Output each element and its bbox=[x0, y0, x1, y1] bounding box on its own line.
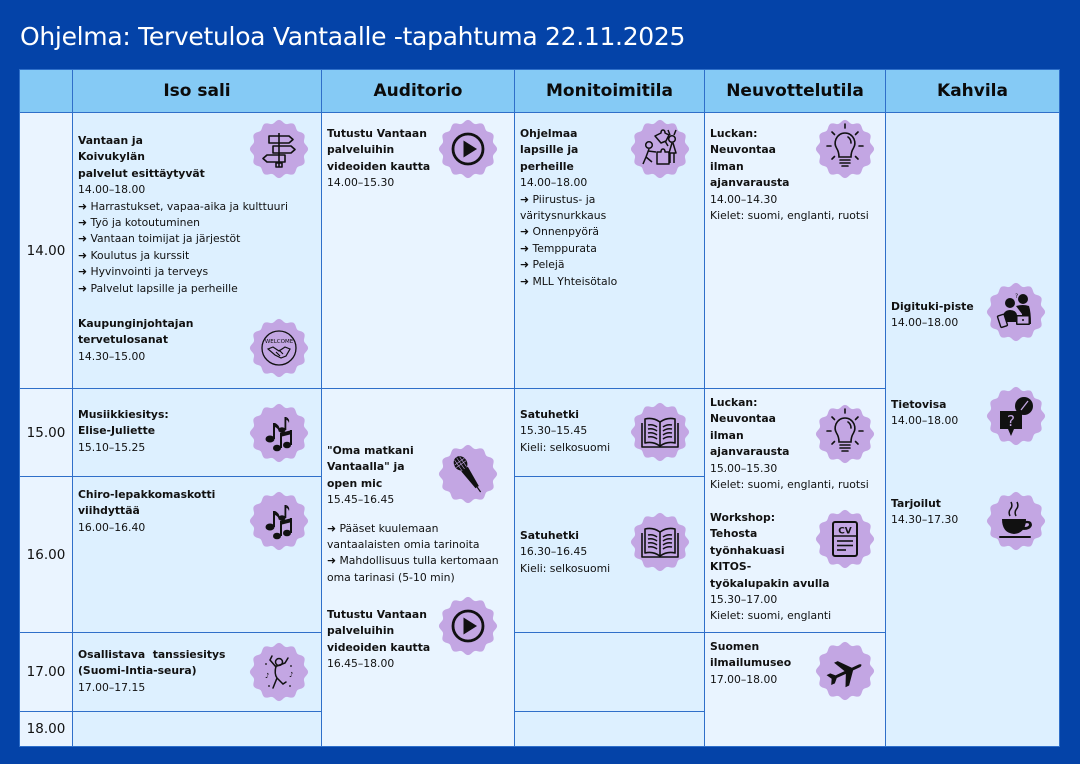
event-title: "Oma matkani bbox=[327, 444, 414, 457]
event-title: Vantaalla" ja bbox=[327, 460, 405, 474]
event-item: vantaalaisten omia tarinoita bbox=[327, 538, 480, 552]
event-item: väritysnurkkaus bbox=[520, 209, 607, 223]
svg-text:♪: ♪ bbox=[289, 671, 294, 679]
event-time: 16.00–16.40 bbox=[78, 520, 146, 534]
cell-neuvottelutila-17-18 bbox=[704, 632, 886, 747]
page-title: Ohjelma: Tervetuloa Vantaalle -tapahtuma 22.11.2025 bbox=[20, 22, 686, 51]
cell-monitoimitila-16 bbox=[514, 476, 705, 633]
event-time: 14.00–14.30 bbox=[710, 192, 778, 206]
event-item: ➜ Pääset kuulemaan bbox=[327, 521, 439, 535]
microphone-icon bbox=[438, 444, 498, 504]
cell-iso-sali-18 bbox=[72, 711, 322, 747]
event-title: ilmailumuseo bbox=[710, 656, 792, 670]
event-time: 14.00–18.00 bbox=[520, 176, 588, 190]
dancer-badge bbox=[249, 642, 309, 702]
digital-help-badge bbox=[986, 282, 1046, 342]
time-label: 18.00 bbox=[19, 711, 73, 747]
event-title: viihdyttää bbox=[78, 504, 140, 518]
event-title: Satuhetki bbox=[520, 529, 579, 542]
time-label: 14.00 bbox=[19, 112, 73, 389]
event-title: ajanvarausta bbox=[710, 445, 790, 459]
svg-text:?: ? bbox=[1015, 293, 1019, 300]
event-title: Tutustu Vantaan bbox=[327, 127, 427, 140]
event-title: palveluihin bbox=[327, 624, 395, 638]
lightbulb-badge bbox=[815, 119, 875, 179]
welcome-handshake-badge bbox=[249, 318, 309, 378]
column-header-iso-sali: Iso sali bbox=[72, 69, 322, 113]
event-lapset bbox=[520, 126, 617, 290]
event-time: 15.10–15.25 bbox=[78, 440, 146, 454]
event-tervetulosanat bbox=[78, 316, 193, 365]
event-item: ➜ Vantaan toimijat ja järjestöt bbox=[78, 232, 241, 246]
event-title: Neuvontaa bbox=[710, 412, 776, 426]
svg-text:CV: CV bbox=[838, 526, 852, 537]
event-satu2 bbox=[520, 528, 610, 577]
event-time: 16.45–18.00 bbox=[327, 657, 395, 671]
music-notes-icon bbox=[249, 403, 309, 463]
event-satu1 bbox=[520, 407, 610, 456]
cv-document-icon bbox=[815, 509, 875, 569]
event-item: ➜ Harrastukset, vapaa-aika ja kulttuuri bbox=[78, 199, 288, 213]
play-icon bbox=[438, 119, 498, 179]
column-header-auditorio: Auditorio bbox=[321, 69, 515, 113]
event-item: ➜ MLL Yhteisötalo bbox=[520, 274, 618, 288]
play-badge bbox=[438, 596, 498, 656]
event-item: ➜ Työ ja kotoutuminen bbox=[78, 216, 200, 230]
event-digituki bbox=[891, 299, 974, 332]
lightbulb-icon bbox=[815, 404, 875, 464]
welcome-handshake-icon bbox=[249, 318, 309, 378]
event-title: Tarjoilut bbox=[891, 497, 941, 510]
event-title: työnhakuasi bbox=[710, 543, 785, 557]
dancer-icon bbox=[249, 642, 309, 702]
kids-puzzle-icon bbox=[630, 119, 690, 179]
event-title: Kaupunginjohtajan bbox=[78, 317, 194, 330]
cv-document-badge bbox=[815, 509, 875, 569]
column-header-neuvottelutila: Neuvottelutila bbox=[704, 69, 886, 113]
event-title: Vantaan ja bbox=[78, 134, 143, 147]
event-title: perheille bbox=[520, 159, 574, 173]
lightbulb-badge bbox=[815, 404, 875, 464]
event-time: 15.45–16.45 bbox=[327, 493, 395, 507]
event-time: 15.00–15.30 bbox=[710, 461, 778, 475]
music-notes-badge bbox=[249, 491, 309, 551]
event-video2 bbox=[327, 607, 430, 673]
event-title: palveluihin bbox=[327, 143, 395, 157]
play-badge bbox=[438, 119, 498, 179]
signpost-icon bbox=[249, 119, 309, 179]
event-item: oma tarinasi (5-10 min) bbox=[327, 570, 455, 584]
digital-help-icon bbox=[986, 282, 1046, 342]
cell-monitoimitila-14 bbox=[514, 112, 705, 389]
coffee-cup-icon bbox=[986, 491, 1046, 551]
event-tarjoilut bbox=[891, 496, 958, 529]
event-time: 14.00–18.00 bbox=[78, 183, 146, 197]
play-icon bbox=[438, 596, 498, 656]
event-title: ajanvarausta bbox=[710, 176, 790, 190]
event-item: ➜ Koulutus ja kurssit bbox=[78, 248, 190, 262]
event-title: Tehosta bbox=[710, 527, 758, 541]
cell-iso-sali-15 bbox=[72, 388, 322, 477]
event-language: Kielet: suomi, englanti, ruotsi bbox=[710, 209, 869, 223]
event-title: Luckan: bbox=[710, 127, 758, 140]
event-time: 17.00–18.00 bbox=[710, 672, 778, 686]
event-title: ilman bbox=[710, 428, 744, 442]
event-time: 15.30–17.00 bbox=[710, 593, 778, 607]
event-time: 14.00–18.00 bbox=[891, 414, 959, 428]
event-item: ➜ Hyvinvointi ja terveys bbox=[78, 265, 209, 279]
event-ilmailu bbox=[710, 639, 791, 688]
event-title: Koivukylän bbox=[78, 150, 145, 164]
schedule-table bbox=[20, 70, 1060, 747]
svg-text:♪: ♪ bbox=[265, 672, 270, 680]
event-title: lapsille ja bbox=[520, 143, 579, 157]
cell-monitoimitila-17 bbox=[514, 632, 705, 712]
open-book-badge bbox=[630, 512, 690, 572]
event-title: Tutustu Vantaan bbox=[327, 608, 427, 621]
kids-puzzle-badge bbox=[630, 119, 690, 179]
event-title: Satuhetki bbox=[520, 408, 579, 421]
event-title: ilman bbox=[710, 159, 744, 173]
event-title: palvelut esittäytyvät bbox=[78, 166, 205, 180]
event-title: Neuvontaa bbox=[710, 143, 776, 157]
event-title: työkalupakin avulla bbox=[710, 576, 830, 590]
event-title: (Suomi-Intia-seura) bbox=[78, 664, 197, 678]
event-title: Suomen bbox=[710, 640, 760, 653]
microphone-badge bbox=[438, 444, 498, 504]
quiz-badge bbox=[986, 386, 1046, 446]
event-time: 14.30–15.00 bbox=[78, 349, 146, 363]
open-book-icon bbox=[630, 512, 690, 572]
event-title: Osallistava tanssiesitys bbox=[78, 648, 226, 661]
event-title: Musiikkiesitys: bbox=[78, 408, 169, 421]
cell-auditorio-14 bbox=[321, 112, 515, 389]
event-language: Kielet: suomi, englanti bbox=[710, 609, 832, 623]
event-title: Digituki-piste bbox=[891, 300, 974, 313]
event-language: Kieli: selkosuomi bbox=[520, 440, 611, 454]
coffee-cup-badge bbox=[986, 491, 1046, 551]
event-musiikki bbox=[78, 407, 169, 456]
event-title: KITOS- bbox=[710, 560, 752, 574]
time-label: 15.00 bbox=[19, 388, 73, 477]
event-title: videoiden kautta bbox=[327, 159, 431, 173]
event-title: open mic bbox=[327, 476, 383, 490]
event-video1 bbox=[327, 126, 430, 192]
event-title: videoiden kautta bbox=[327, 640, 431, 654]
cell-iso-sali-16 bbox=[72, 476, 322, 633]
signpost-badge bbox=[249, 119, 309, 179]
event-tietovisa bbox=[891, 397, 958, 430]
event-time: 15.30–15.45 bbox=[520, 424, 588, 438]
event-title: Elise-Juliette bbox=[78, 424, 156, 438]
event-time: 17.00–17.15 bbox=[78, 680, 146, 694]
quiz-icon bbox=[986, 386, 1046, 446]
event-item: ➜ Piirustus- ja bbox=[520, 192, 596, 206]
open-book-badge bbox=[630, 402, 690, 462]
lightbulb-icon bbox=[815, 119, 875, 179]
time-label: 17.00 bbox=[19, 632, 73, 712]
cell-iso-sali-14 bbox=[72, 112, 322, 389]
time-label: 16.00 bbox=[19, 476, 73, 633]
event-tanssi bbox=[78, 647, 225, 696]
event-item: ➜ Palvelut lapsille ja perheille bbox=[78, 281, 238, 295]
event-title: Luckan: bbox=[710, 396, 758, 409]
cell-monitoimitila-15 bbox=[514, 388, 705, 477]
cell-neuvottelutila-14 bbox=[704, 112, 886, 389]
event-title: Workshop: bbox=[710, 511, 776, 524]
music-notes-badge bbox=[249, 403, 309, 463]
event-title: Chiro-lepakkomaskotti bbox=[78, 488, 216, 501]
event-language: Kieli: selkosuomi bbox=[520, 561, 611, 575]
cell-iso-sali-17 bbox=[72, 632, 322, 712]
cell-kahvila bbox=[885, 112, 1060, 747]
event-item: ➜ Onnenpyörä bbox=[520, 225, 600, 239]
svg-text:WELCOME: WELCOME bbox=[264, 339, 294, 345]
event-workshop bbox=[710, 510, 831, 625]
column-header-monitoimitila: Monitoimitila bbox=[514, 69, 705, 113]
event-item: ➜ Mahdollisuus tulla kertomaan bbox=[327, 554, 499, 568]
cell-auditorio-15-18 bbox=[321, 388, 515, 747]
event-chiro bbox=[78, 487, 215, 536]
event-time: 14.30–17.30 bbox=[891, 513, 959, 527]
open-book-icon bbox=[630, 402, 690, 462]
airplane-badge bbox=[815, 641, 875, 701]
event-title: Tietovisa bbox=[891, 398, 947, 411]
svg-text:?: ? bbox=[1007, 412, 1015, 430]
event-item: ➜ Pelejä bbox=[520, 258, 565, 272]
cell-monitoimitila-18 bbox=[514, 711, 705, 747]
event-time: 14.00–18.00 bbox=[891, 316, 959, 330]
header-corner bbox=[19, 69, 73, 113]
event-time: 14.00–15.30 bbox=[327, 176, 395, 190]
column-header-kahvila: Kahvila bbox=[885, 69, 1060, 113]
cell-neuvottelutila-15-16 bbox=[704, 388, 886, 633]
event-time: 16.30–16.45 bbox=[520, 545, 588, 559]
event-language: Kielet: suomi, englanti, ruotsi bbox=[710, 478, 869, 492]
music-notes-icon bbox=[249, 491, 309, 551]
airplane-icon bbox=[815, 641, 875, 701]
event-title: Ohjelmaa bbox=[520, 127, 578, 140]
event-item: ➜ Temppurata bbox=[520, 241, 597, 255]
event-title: tervetulosanat bbox=[78, 333, 168, 347]
